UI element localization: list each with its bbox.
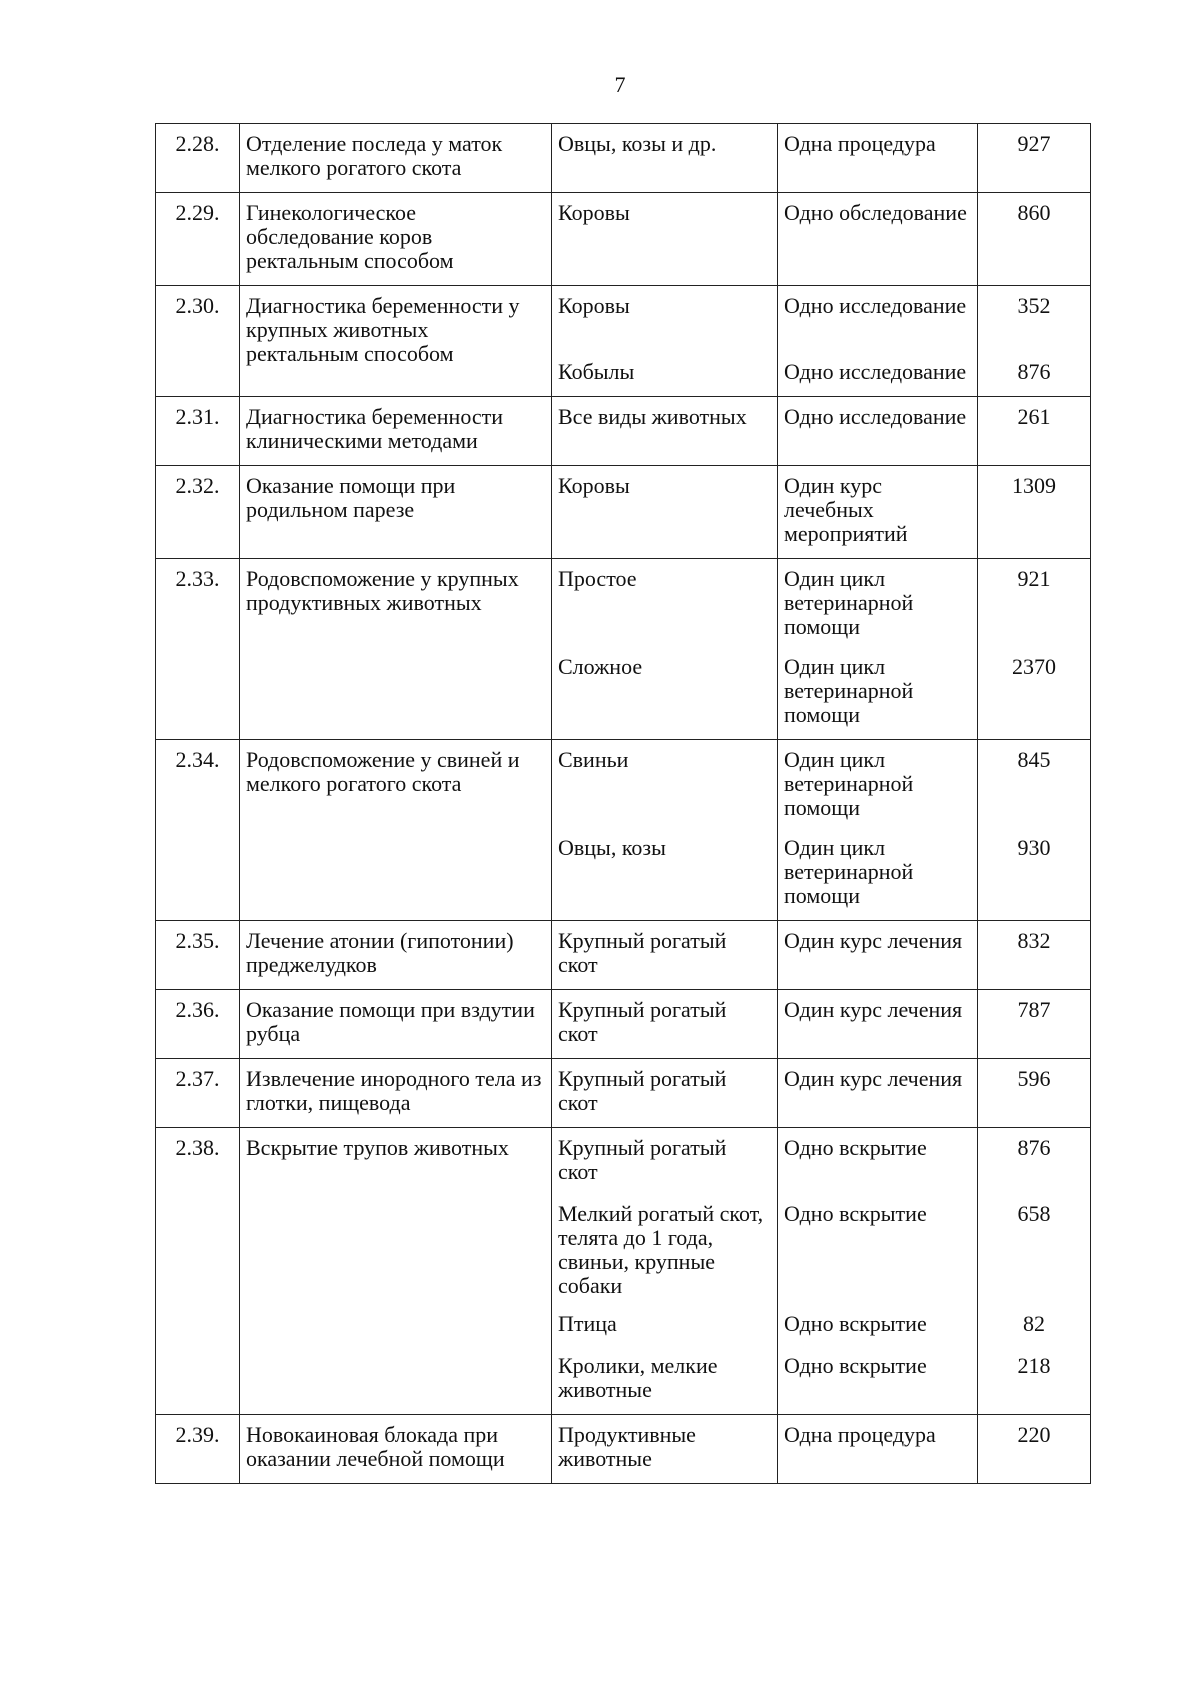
page-number: 7: [614, 72, 626, 97]
animal-type: Свиньи: [558, 747, 629, 772]
price-cell: [978, 990, 1091, 1059]
service-unit: Один курс лечения: [784, 1066, 963, 1091]
price-value: 876: [1017, 359, 1051, 384]
unit-cell: [778, 990, 978, 1059]
item-number: 2.28.: [175, 131, 220, 156]
service-name: Извлечение инородного тела из глотки, пищевода: [246, 1066, 542, 1115]
animal-type: Мелкий рогатый скот, телята до 1 года, свиньи, крупные собаки: [558, 1201, 764, 1298]
table-row: [156, 124, 1091, 193]
price-value: 845: [1017, 747, 1051, 772]
services-price-table: [155, 123, 1091, 1484]
unit-cell: [778, 921, 978, 990]
price-cell: [978, 193, 1091, 286]
price-value: 352: [1017, 293, 1051, 318]
item-number: 2.30.: [175, 293, 220, 318]
price-value: 930: [1017, 835, 1051, 860]
animal-type: Крупный рогатый скот: [558, 1066, 727, 1115]
item-number-cell: [156, 990, 240, 1059]
animal-type: Продуктивные животные: [558, 1422, 696, 1471]
table-row: [156, 740, 1091, 921]
table-row: [156, 466, 1091, 559]
price-value: 2370: [1012, 654, 1056, 679]
price-value: 82: [1023, 1311, 1045, 1336]
unit-cell: [778, 286, 978, 397]
service-name-cell: [240, 1128, 552, 1415]
animal-type: Крупный рогатый скот: [558, 928, 727, 977]
service-name: Оказание помощи при родильном парезе: [246, 473, 456, 522]
service-unit: Один цикл ветеринарной помощи: [784, 835, 914, 908]
animal-type-cell: [552, 559, 778, 740]
price-value: 832: [1017, 928, 1051, 953]
price-value: 787: [1017, 997, 1051, 1022]
table-row: [156, 1059, 1091, 1128]
price-value: 596: [1017, 1066, 1051, 1091]
service-unit: Один цикл ветеринарной помощи: [784, 654, 914, 727]
price-cell: [978, 397, 1091, 466]
service-name: Оказание помощи при вздутии рубца: [246, 997, 535, 1046]
animal-type-cell: [552, 466, 778, 559]
item-number: 2.34.: [175, 747, 220, 772]
unit-cell: [778, 740, 978, 921]
animal-type-cell: [552, 990, 778, 1059]
service-unit: Одно обследование: [784, 200, 967, 225]
item-number: 2.37.: [175, 1066, 220, 1091]
item-number-cell: [156, 921, 240, 990]
price-cell: [978, 286, 1091, 397]
animal-type-cell: [552, 193, 778, 286]
service-name-cell: [240, 286, 552, 397]
item-number-cell: [156, 1128, 240, 1415]
animal-type: Простое: [558, 566, 637, 591]
animal-type-cell: [552, 397, 778, 466]
service-name-cell: [240, 466, 552, 559]
animal-type: Кобылы: [558, 359, 635, 384]
service-unit: Один курс лечения: [784, 997, 963, 1022]
price-value: 927: [1017, 131, 1051, 156]
price-value: 261: [1017, 404, 1051, 429]
animal-type: Овцы, козы и др.: [558, 131, 717, 156]
service-unit: Одно исследование: [784, 359, 967, 384]
service-name: Новокаиновая блокада при оказании лечебной помощи: [246, 1422, 505, 1471]
table-row: [156, 1128, 1091, 1415]
service-name-cell: [240, 124, 552, 193]
service-name-cell: [240, 193, 552, 286]
item-number: 2.31.: [175, 404, 220, 429]
service-name-cell: [240, 559, 552, 740]
animal-type: Кролики, мелкие животные: [558, 1353, 718, 1402]
item-number-cell: [156, 1415, 240, 1484]
unit-cell: [778, 1059, 978, 1128]
animal-type: Коровы: [558, 200, 630, 225]
price-cell: [978, 740, 1091, 921]
unit-cell: [778, 1415, 978, 1484]
item-number-cell: [156, 740, 240, 921]
service-unit: Одна процедура: [784, 1422, 936, 1447]
service-unit: Одна процедура: [784, 131, 936, 156]
table-row: [156, 921, 1091, 990]
item-number: 2.39.: [175, 1422, 220, 1447]
service-name-cell: [240, 1059, 552, 1128]
price-value: 220: [1017, 1422, 1051, 1447]
service-name-cell: [240, 740, 552, 921]
unit-cell: [778, 1128, 978, 1415]
service-name-cell: [240, 1415, 552, 1484]
service-name: Диагностика беременности клиническими методами: [246, 404, 504, 453]
price-value: 860: [1017, 200, 1051, 225]
animal-type: Овцы, козы: [558, 835, 666, 860]
service-unit: Одно вскрытие: [784, 1135, 927, 1160]
price-cell: [978, 124, 1091, 193]
animal-type: Все виды животных: [558, 404, 747, 429]
price-cell: [978, 466, 1091, 559]
price-value: 876: [1017, 1135, 1051, 1160]
price-cell: [978, 1059, 1091, 1128]
unit-cell: [778, 193, 978, 286]
service-unit: Один курс лечебных мероприятий: [784, 473, 908, 546]
price-cell: [978, 559, 1091, 740]
service-name: Отделение последа у маток мелкого рогатого скота: [246, 131, 503, 180]
item-number-cell: [156, 1059, 240, 1128]
service-name: Родовспоможение у свиней и мелкого рогатого скота: [246, 747, 520, 796]
price-value: 921: [1017, 566, 1051, 591]
service-name: Родовспоможение у крупных продуктивных животных: [246, 566, 519, 615]
item-number: 2.29.: [175, 200, 220, 225]
table-row: [156, 990, 1091, 1059]
table-row: [156, 559, 1091, 740]
price-cell: [978, 1128, 1091, 1415]
item-number-cell: [156, 286, 240, 397]
animal-type: Коровы: [558, 473, 630, 498]
item-number-cell: [156, 397, 240, 466]
service-unit: Одно исследование: [784, 293, 967, 318]
service-unit: Один курс лечения: [784, 928, 963, 953]
service-unit: Одно вскрытие: [784, 1201, 927, 1226]
price-value: 658: [1017, 1201, 1051, 1226]
table-row: [156, 1415, 1091, 1484]
unit-cell: [778, 397, 978, 466]
item-number-cell: [156, 466, 240, 559]
service-unit: Одно вскрытие: [784, 1353, 927, 1378]
item-number: 2.36.: [175, 997, 220, 1022]
service-unit: Одно вскрытие: [784, 1311, 927, 1336]
service-name: Вскрытие трупов животных: [246, 1135, 509, 1160]
animal-type: Птица: [558, 1311, 617, 1336]
animal-type: Крупный рогатый скот: [558, 997, 727, 1046]
animal-type-cell: [552, 740, 778, 921]
animal-type-cell: [552, 1415, 778, 1484]
item-number-cell: [156, 124, 240, 193]
service-unit: Одно исследование: [784, 404, 967, 429]
price-value: 1309: [1012, 473, 1056, 498]
animal-type-cell: [552, 1128, 778, 1415]
service-unit: Один цикл ветеринарной помощи: [784, 566, 914, 639]
item-number: 2.35.: [175, 928, 220, 953]
table-row: [156, 193, 1091, 286]
item-number: 2.32.: [175, 473, 220, 498]
item-number: 2.38.: [175, 1135, 220, 1160]
price-cell: [978, 1415, 1091, 1484]
price-cell: [978, 921, 1091, 990]
animal-type-cell: [552, 1059, 778, 1128]
service-name-cell: [240, 921, 552, 990]
item-number-cell: [156, 559, 240, 740]
table-row: [156, 397, 1091, 466]
item-number: 2.33.: [175, 566, 220, 591]
unit-cell: [778, 124, 978, 193]
unit-cell: [778, 559, 978, 740]
animal-type: Крупный рогатый скот: [558, 1135, 727, 1184]
service-name-cell: [240, 397, 552, 466]
animal-type-cell: [552, 286, 778, 397]
animal-type-cell: [552, 921, 778, 990]
service-name-cell: [240, 990, 552, 1059]
item-number-cell: [156, 193, 240, 286]
animal-type: Сложное: [558, 654, 643, 679]
service-name: Гинекологическое обследование коров ректальным способом: [246, 200, 454, 273]
unit-cell: [778, 466, 978, 559]
price-value: 218: [1017, 1353, 1051, 1378]
table-row: [156, 286, 1091, 397]
service-unit: Один цикл ветеринарной помощи: [784, 747, 914, 820]
service-name: Диагностика беременности у крупных животных ректальным способом: [246, 293, 520, 366]
animal-type: Коровы: [558, 293, 630, 318]
service-name: Лечение атонии (гипотонии) преджелудков: [246, 928, 514, 977]
animal-type-cell: [552, 124, 778, 193]
